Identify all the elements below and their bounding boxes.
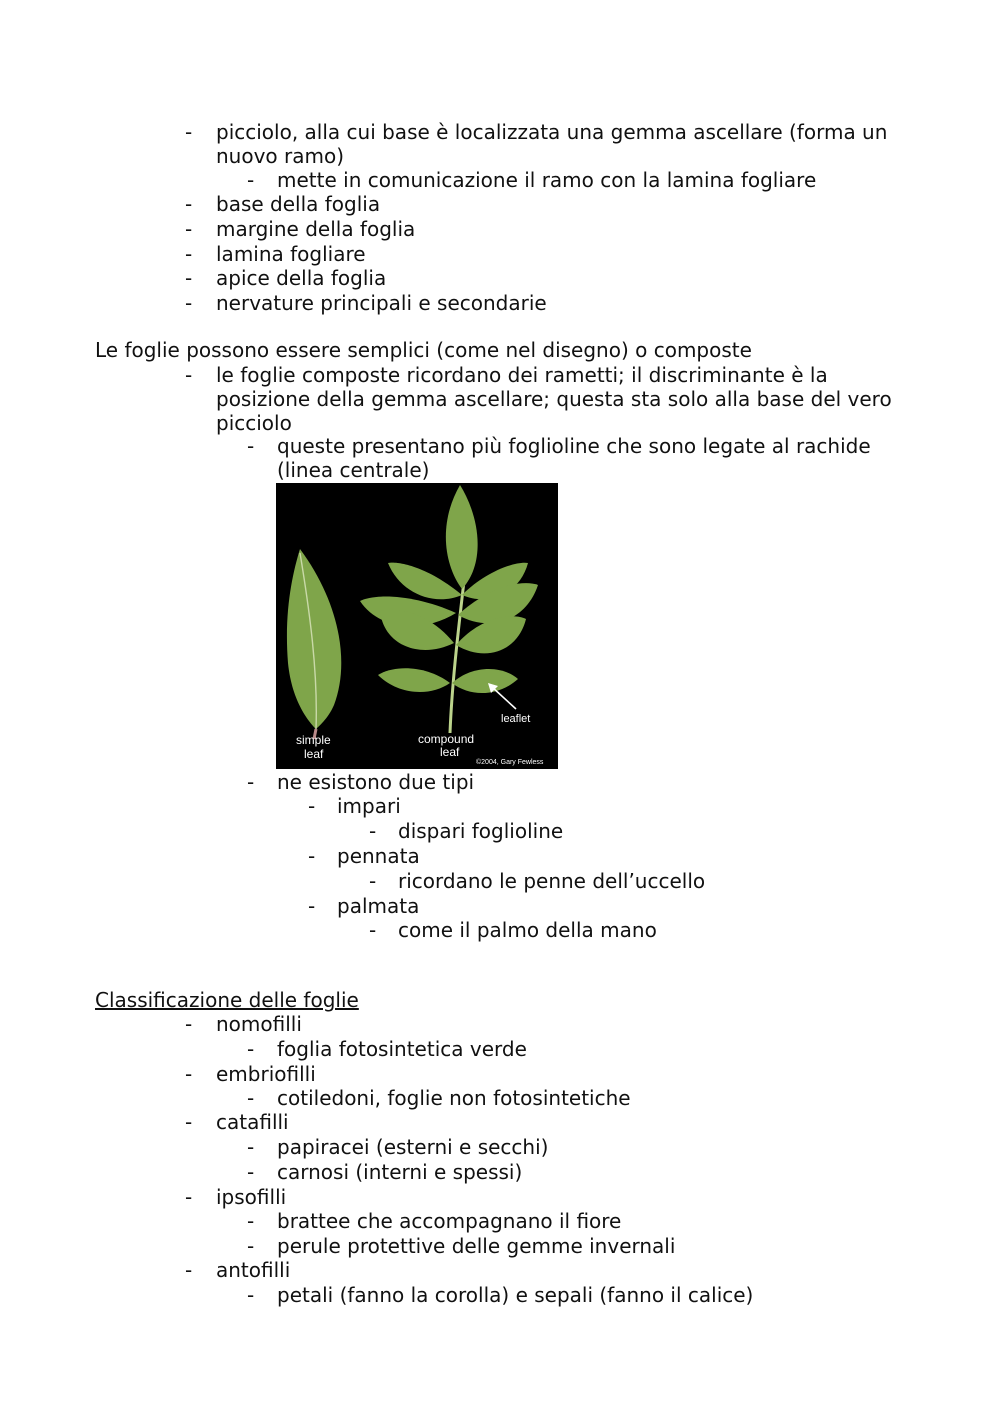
list-item: carnosi (interni e spessi) [277,1160,523,1184]
bullet-dash: - [247,1283,255,1307]
list-item: margine della foglia [216,217,416,241]
list-item: picciolo, alla cui base è localizzata una gemma ascellare (forma un [216,120,888,144]
list-item: base della foglia [216,192,381,216]
leaf-figure [276,483,558,769]
bullet-dash: - [247,434,255,458]
list-item: come il palmo della mano [398,918,657,942]
bullet-dash: - [247,168,255,192]
list-item: brattee che accompagnano il fiore [277,1209,622,1233]
bullet-dash: - [247,1135,255,1159]
list-item: pennata [337,844,420,868]
label-simple-2: leaf [304,747,324,761]
list-item: le foglie composte ricordano dei rametti; il discriminante è la [216,363,828,387]
list-item: perule protettive delle gemme invernali [277,1234,676,1258]
bullet-dash: - [185,1258,193,1282]
bullet-dash: - [308,794,316,818]
list-item: impari [337,794,401,818]
figure-credit: ©2004, Gary Fewless [476,759,544,766]
list-item: apice della foglia [216,266,387,290]
list-item: ricordano le penne dell’uccello [398,869,706,893]
list-item: antofilli [216,1258,291,1282]
list-item: cotiledoni, foglie non fotosintetiche [277,1086,631,1110]
list-item: papiracei (esterni e secchi) [277,1135,549,1159]
bullet-dash: - [369,819,377,843]
bullet-dash: - [369,918,377,942]
list-item-continuation: posizione della gemma ascellare; questa sta solo alla base del vero [216,387,892,411]
leaf-illustration [276,483,558,769]
label-compound-2: leaf [440,745,460,759]
list-item: petali (fanno la corolla) e sepali (fanno il calice) [277,1283,754,1307]
list-item: lamina fogliare [216,242,366,266]
list-item: dispari foglioline [398,819,564,843]
bullet-dash: - [185,1062,193,1086]
bullet-dash: - [185,1012,193,1036]
section-heading: Classificazione delle foglie [95,988,359,1012]
bullet-dash: - [185,291,193,315]
bullet-dash: - [247,1234,255,1258]
bullet-dash: - [308,894,316,918]
list-item-continuation: nuovo ramo) [216,144,345,168]
bullet-dash: - [247,1086,255,1110]
list-item: nervature principali e secondarie [216,291,547,315]
bullet-dash: - [185,1110,193,1134]
bullet-dash: - [185,363,193,387]
list-item: ne esistono due tipi [277,770,475,794]
label-leaflet: leaflet [501,713,531,725]
list-item: catafilli [216,1110,289,1134]
list-item: palmata [337,894,420,918]
list-item: nomofilli [216,1012,302,1036]
label-compound-1: compound [418,732,475,746]
bullet-dash: - [185,266,193,290]
bullet-dash: - [185,242,193,266]
bullet-dash: - [247,1209,255,1233]
bullet-dash: - [247,770,255,794]
bullet-dash: - [247,1037,255,1061]
label-simple-1: simple [296,733,331,747]
bullet-dash: - [185,217,193,241]
bullet-dash: - [185,192,193,216]
list-item-continuation: picciolo [216,411,292,435]
list-item-continuation: (linea centrale) [277,458,430,482]
bullet-dash: - [247,1160,255,1184]
list-item: foglia fotosintetica verde [277,1037,527,1061]
bullet-dash: - [308,844,316,868]
list-item: embriofilli [216,1062,316,1086]
paragraph: Le foglie possono essere semplici (come nel disegno) o composte [95,338,752,362]
bullet-dash: - [185,120,193,144]
list-item: mette in comunicazione il ramo con la lamina fogliare [277,168,817,192]
bullet-dash: - [185,1185,193,1209]
list-item: queste presentano più foglioline che sono legate al rachide [277,434,871,458]
list-item: ipsofilli [216,1185,287,1209]
bullet-dash: - [369,869,377,893]
